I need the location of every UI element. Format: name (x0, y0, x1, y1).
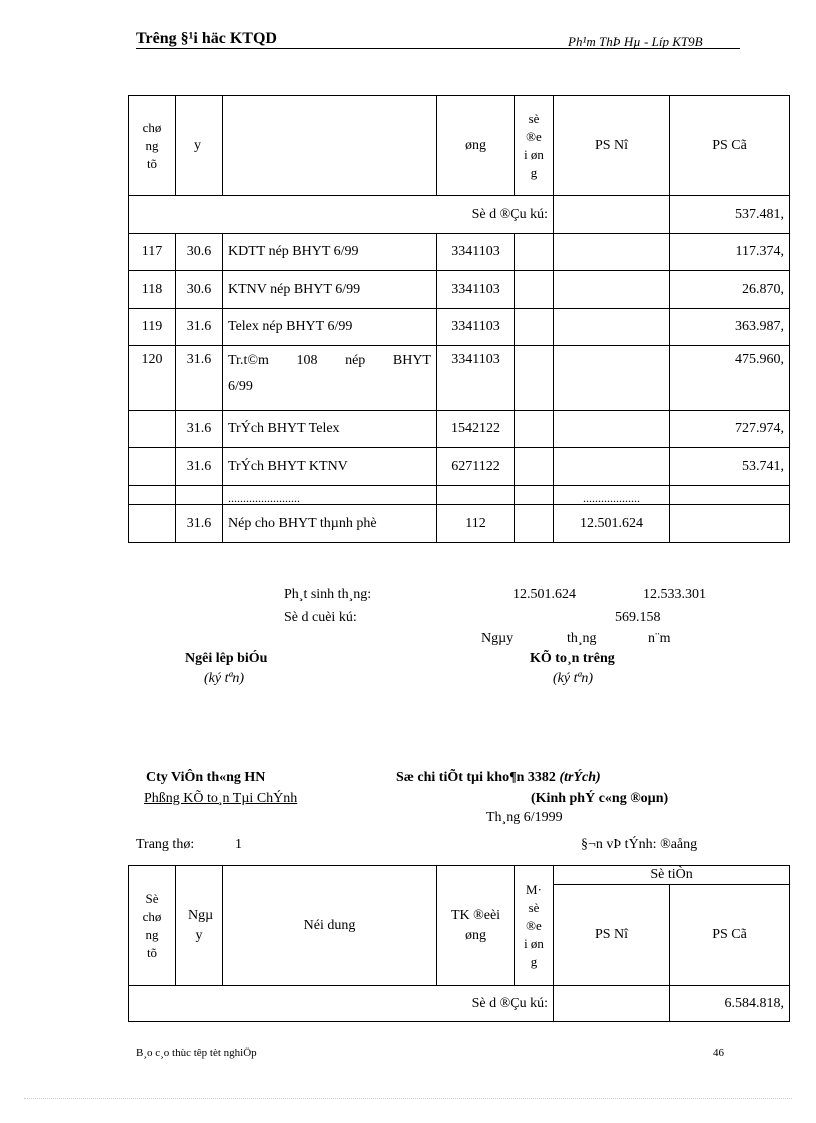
row-doc: 119 (129, 309, 176, 346)
row-credit (670, 486, 790, 505)
opening-balance-label: Sè d ®Çu kú: (129, 986, 554, 1022)
date-month: th¸ng (567, 631, 597, 646)
header-account: TK ®eèi øng (437, 866, 515, 986)
row-debit (554, 346, 670, 411)
row-doc: 118 (129, 271, 176, 309)
header-day: y (176, 96, 223, 196)
table2-opening-row (129, 986, 790, 1022)
row-day: 31.6 (176, 309, 223, 346)
row-code (515, 346, 554, 411)
ledger-table-1 (128, 95, 790, 543)
row-account: 3341103 (437, 309, 515, 346)
row-debit (554, 448, 670, 486)
closing-value: 569.158 (615, 610, 661, 625)
row-code (515, 309, 554, 346)
preparer-sign: (ký tªn) (204, 671, 245, 686)
row-account: 1542122 (437, 411, 515, 448)
row-day: 31.6 (176, 448, 223, 486)
table-row (129, 234, 790, 271)
table-row (129, 448, 790, 486)
row-code (515, 411, 554, 448)
table-row (129, 505, 790, 543)
ledger-month: Th¸ng 6/1999 (486, 810, 563, 825)
row-content: TrÝch BHYT KTNV (223, 448, 437, 486)
row-code (515, 234, 554, 271)
row-day: 31.6 (176, 411, 223, 448)
ledger-title-extract: (trÝch) (559, 770, 601, 785)
table1-opening-row (129, 196, 790, 234)
row-content: Nép cho BHYT thµnh phè (223, 505, 437, 543)
opening-balance-label: Sè d ®Çu kú: (129, 196, 554, 234)
ledger-title (396, 770, 601, 786)
ledger-table-2 (128, 865, 790, 1022)
row-debit (554, 309, 670, 346)
department-name: Phßng KÕ to¸n Tµi ChÝnh (144, 791, 298, 806)
row-day: 31.6 (176, 346, 223, 411)
header-author: Ph¹m ThÞ Hµ - Líp KT9B (568, 34, 703, 49)
row-debit (554, 234, 670, 271)
accountant-sign: (ký tªn) (553, 671, 594, 686)
header-rule (136, 48, 740, 49)
page-number: 1 (235, 837, 242, 852)
header-credit: PS Cã (670, 885, 790, 986)
row-credit: 117.374, (670, 234, 790, 271)
page-label: Trang thø: (136, 837, 195, 852)
row-day: 31.6 (176, 505, 223, 543)
row-credit: 727.974, (670, 411, 790, 448)
row-content: TrÝch BHYT Telex (223, 411, 437, 448)
arising-credit: 12.533.301 (643, 587, 706, 602)
row-content: KDTT nép BHYT 6/99 (223, 234, 437, 271)
row-day: 30.6 (176, 271, 223, 309)
header-code: M· sè ®e i øn g (515, 866, 554, 986)
header-doc: Sè chø ng tõ (129, 866, 176, 986)
row-doc: 117 (129, 234, 176, 271)
opening-debit-cell (554, 196, 670, 234)
row-account: 3341103 (437, 271, 515, 309)
row-day (176, 486, 223, 505)
ledger-title-main: Sæ chi tiÕt tµi kho¶n 3382 (396, 770, 560, 785)
row-content: KTNV nép BHYT 6/99 (223, 271, 437, 309)
row-credit: 26.870, (670, 271, 790, 309)
header-doc: chø ng tõ (129, 96, 176, 196)
row-account (437, 486, 515, 505)
table-row (129, 271, 790, 309)
date-day: Ngµy (481, 631, 514, 646)
row-account: 6271122 (437, 448, 515, 486)
opening-debit-cell (554, 986, 670, 1022)
ledger-subtitle: (Kinh phÝ c«ng ®oµn) (531, 791, 669, 806)
row-credit (670, 505, 790, 543)
row-debit: 12.501.624 (554, 505, 670, 543)
arising-debit: 12.501.624 (513, 587, 576, 602)
row-code (515, 271, 554, 309)
page-bottom-rule (24, 1098, 792, 1099)
footer-report-title: B¸o c¸o thùc têp tèt nghiÖp (136, 1047, 257, 1059)
header-day: Ngµ y (176, 866, 223, 986)
row-doc (129, 505, 176, 543)
row-credit: 363.987, (670, 309, 790, 346)
opening-balance-value: 537.481, (670, 196, 790, 234)
header-amount-group: Sè tiÒn (554, 866, 790, 885)
table2-header-row-1 (129, 866, 790, 885)
date-year: n¨m (648, 631, 671, 646)
row-account: 3341103 (437, 234, 515, 271)
table-row (129, 411, 790, 448)
row-doc: 120 (129, 346, 176, 411)
header-content (223, 96, 437, 196)
table-row (129, 309, 790, 346)
row-code (515, 505, 554, 543)
opening-balance-value: 6.584.818, (670, 986, 790, 1022)
row-credit: 53.741, (670, 448, 790, 486)
row-account: 112 (437, 505, 515, 543)
row-debit (554, 271, 670, 309)
closing-label: Sè d cuèi kú: (284, 610, 357, 625)
header-school: Trêng §¹i häc KTQD (136, 30, 277, 47)
row-day: 30.6 (176, 234, 223, 271)
row-account: 3341103 (437, 346, 515, 411)
preparer-title: Ngêi lêp biÓu (185, 651, 268, 666)
row-code (515, 448, 554, 486)
company-name: Cty ViÔn th«ng HN (146, 770, 266, 785)
header-account: øng (437, 96, 515, 196)
row-debit: ................... (554, 486, 670, 505)
row-content: Telex nép BHYT 6/99 (223, 309, 437, 346)
row-content: ........................ (223, 486, 437, 505)
currency-unit: §¬n vÞ tÝnh: ®aång (581, 837, 698, 852)
row-content: Tr.t©m 108 nép BHYT 6/99 (223, 346, 437, 411)
table-row (129, 486, 790, 505)
footer-page-number: 46 (713, 1047, 724, 1059)
header-credit: PS Cã (670, 96, 790, 196)
arising-label: Ph¸t sinh th¸ng: (284, 587, 372, 602)
header-debit: PS Nî (554, 96, 670, 196)
table1-header-row (129, 96, 790, 196)
table-row (129, 346, 790, 411)
row-code (515, 486, 554, 505)
accountant-title: KÕ to¸n trêng (530, 651, 615, 666)
row-doc (129, 411, 176, 448)
header-debit: PS Nî (554, 885, 670, 986)
row-doc (129, 486, 176, 505)
row-doc (129, 448, 176, 486)
row-debit (554, 411, 670, 448)
header-content: Néi dung (223, 866, 437, 986)
row-credit: 475.960, (670, 346, 790, 411)
header-code: sè ®e i øn g (515, 96, 554, 196)
